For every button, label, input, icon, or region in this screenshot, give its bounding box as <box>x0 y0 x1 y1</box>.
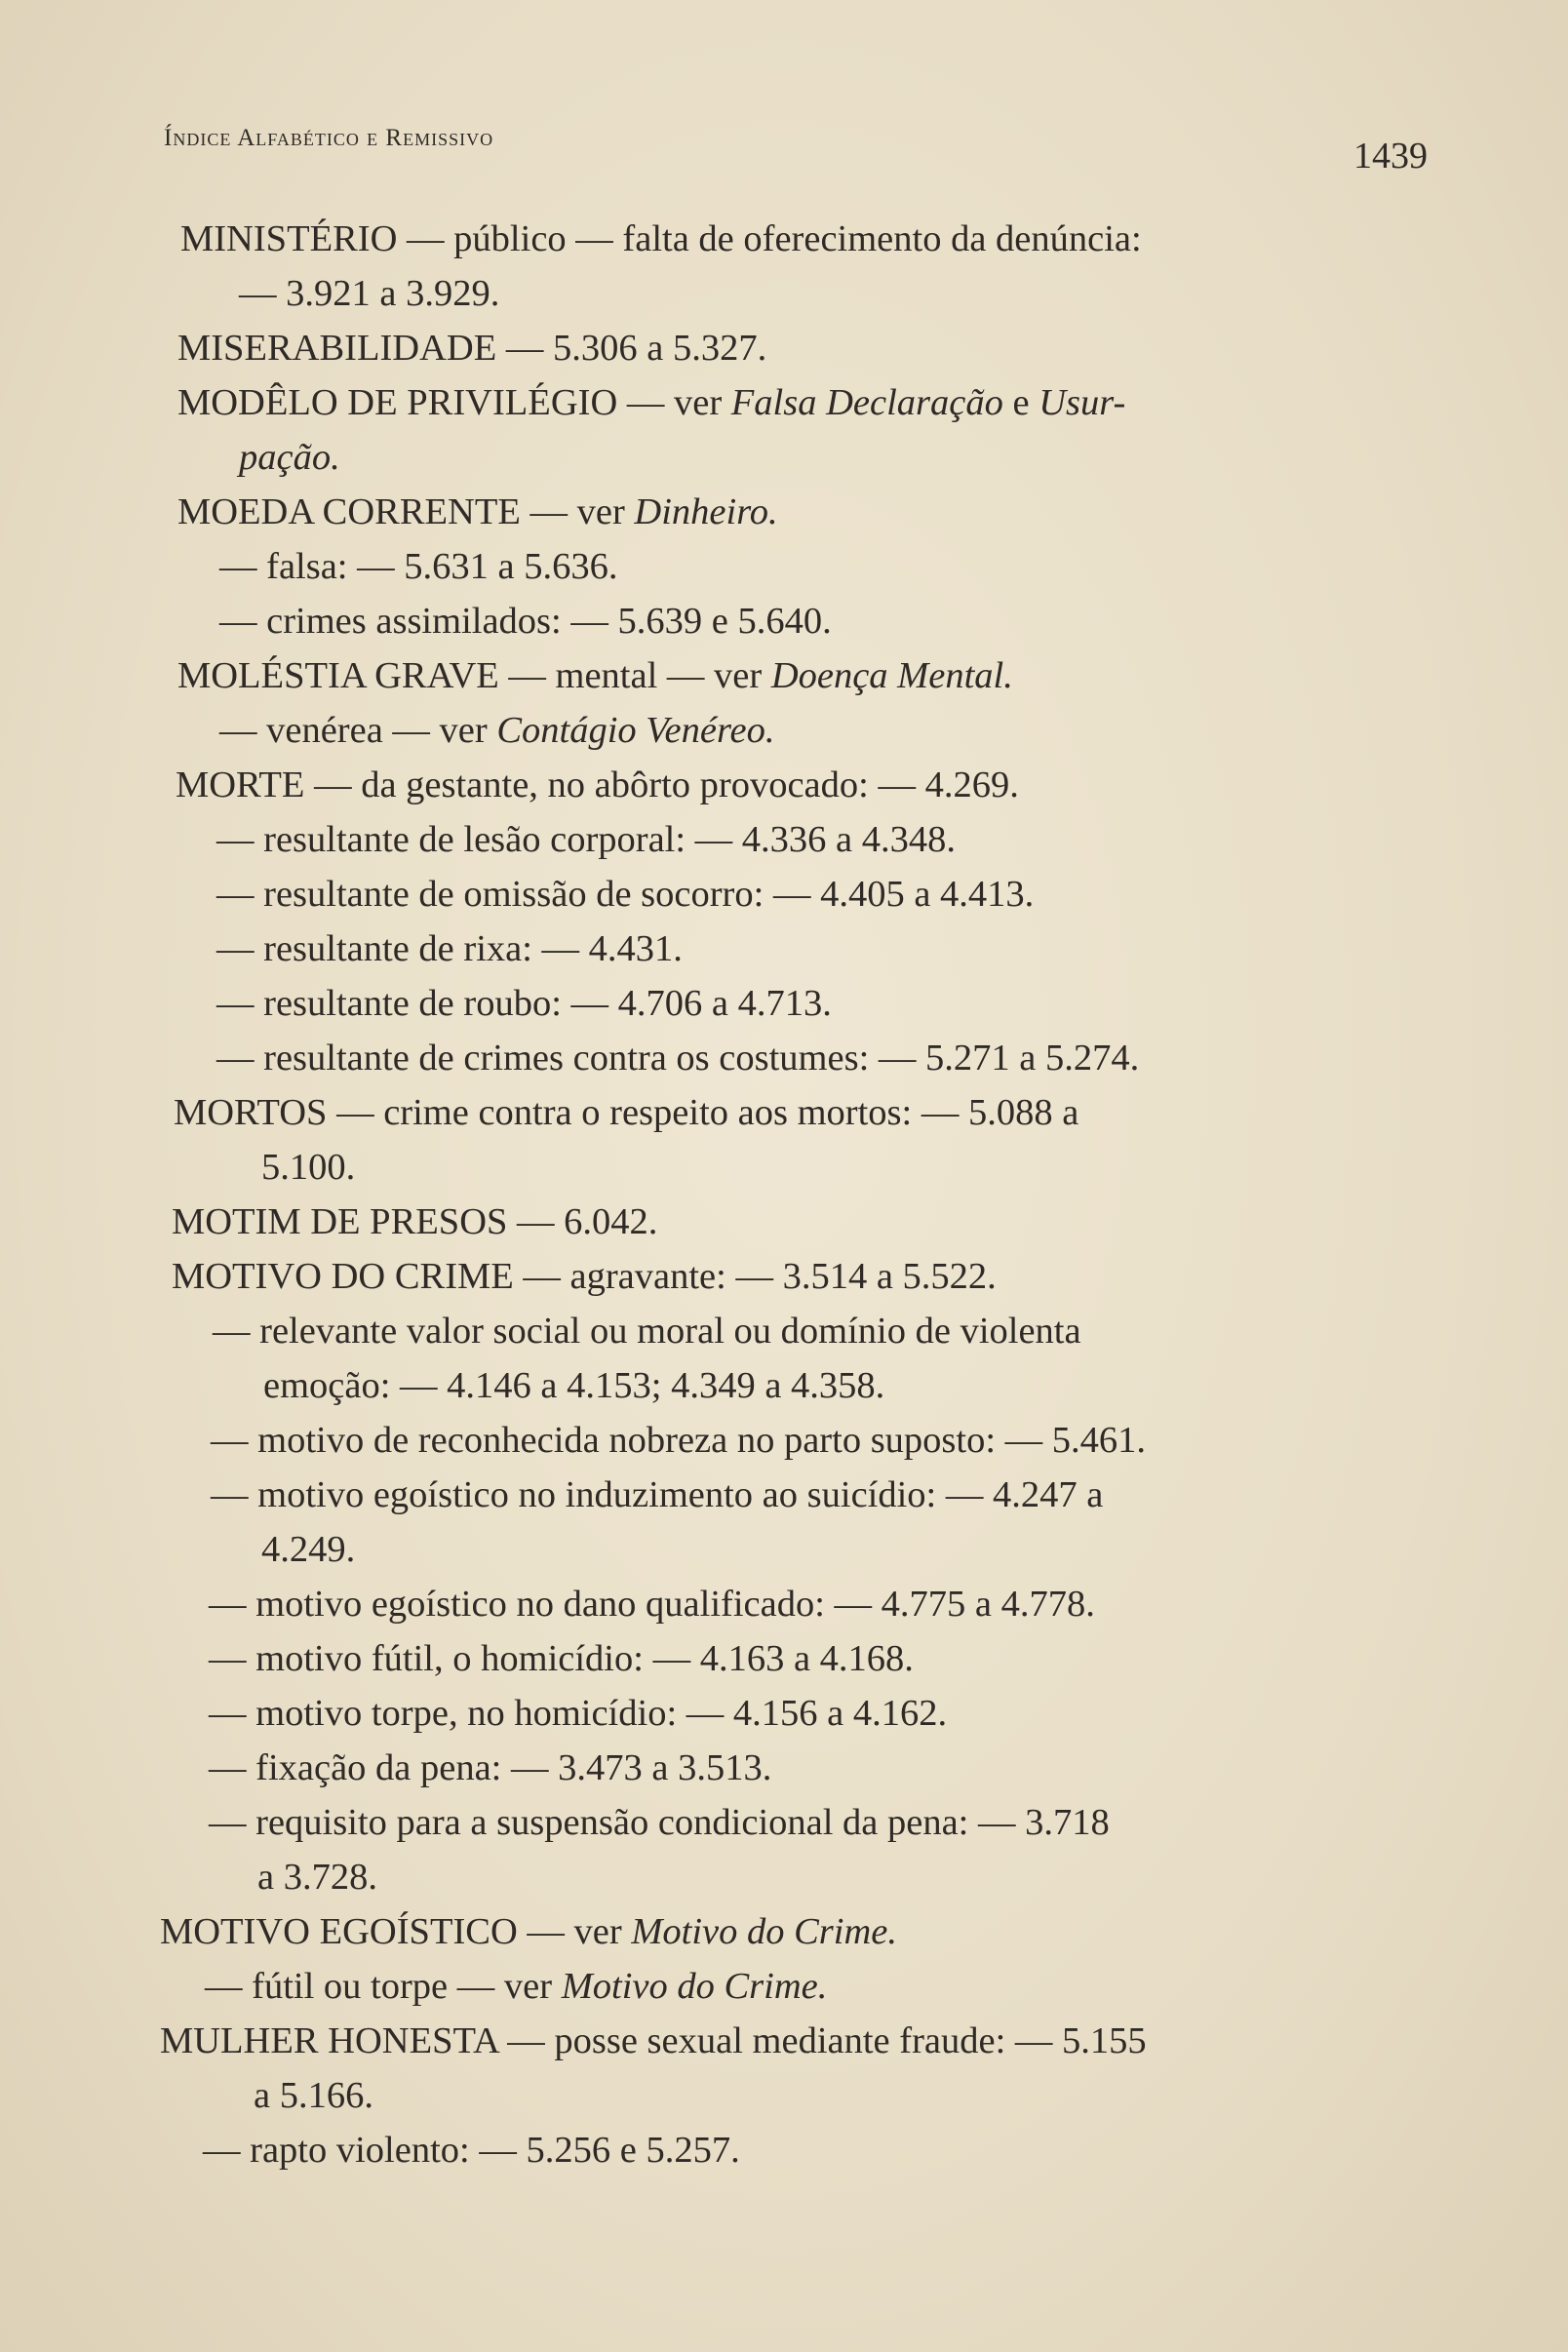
index-line: MOEDA CORRENTE — ver Dinheiro. <box>177 491 778 532</box>
index-line: MODÊLO DE PRIVILÉGIO — ver Falsa Declaração e Usur- <box>177 382 1126 423</box>
index-line: — motivo egoístico no dano qualificado: — 4.775 a 4.778. <box>209 1584 1095 1625</box>
index-line: — motivo egoístico no induzimento ao suicídio: — 4.247 a <box>211 1474 1104 1515</box>
index-line: — resultante de omissão de socorro: — 4.405 a 4.413. <box>216 874 1035 915</box>
index-line: — resultante de rixa: — 4.431. <box>216 928 683 969</box>
index-line: — fixação da pena: — 3.473 a 3.513. <box>209 1747 772 1788</box>
index-line: a 3.728. <box>257 1857 377 1898</box>
index-line: — relevante valor social ou moral ou domínio de violenta <box>213 1311 1081 1352</box>
index-line: MOTIVO EGOÍSTICO — ver Motivo do Crime. <box>160 1911 898 1952</box>
index-line: — motivo torpe, no homicídio: — 4.156 a 4.162. <box>209 1693 948 1734</box>
index-line: 5.100. <box>261 1147 356 1188</box>
index-line: MOLÉSTIA GRAVE — mental — ver Doença Mental. <box>177 655 1013 696</box>
index-line: — motivo de reconhecida nobreza no parto suposto: — 5.461. <box>211 1420 1147 1461</box>
index-line: — 3.921 a 3.929. <box>239 273 500 314</box>
index-line: — resultante de lesão corporal: — 4.336 a 4.348. <box>216 819 957 860</box>
index-line: — motivo fútil, o homicídio: — 4.163 a 4.168. <box>209 1638 914 1679</box>
index-line: MULHER HONESTA — posse sexual mediante fraude: — 5.155 <box>160 2020 1147 2061</box>
index-line: a 5.166. <box>254 2075 373 2116</box>
index-line: — crimes assimilados: — 5.639 e 5.640. <box>219 601 832 642</box>
index-line: pação. <box>239 437 340 478</box>
index-line: MOTIVO DO CRIME — agravante: — 3.514 a 5.522. <box>172 1256 997 1297</box>
index-line: MISERABILIDADE — 5.306 a 5.327. <box>177 328 767 369</box>
index-line: — fútil ou torpe — ver Motivo do Crime. <box>205 1966 828 2007</box>
running-header: Índice Alfabético e Remissivo <box>164 125 494 151</box>
index-line: — venérea — ver Contágio Venéreo. <box>219 710 775 751</box>
index-line: — resultante de roubo: — 4.706 a 4.713. <box>216 983 832 1024</box>
index-line: 4.249. <box>261 1529 356 1570</box>
index-line: emoção: — 4.146 a 4.153; 4.349 a 4.358. <box>263 1365 885 1406</box>
index-line: — resultante de crimes contra os costumes: — 5.271 a 5.274. <box>216 1038 1140 1078</box>
index-line: — requisito para a suspensão condicional da pena: — 3.718 <box>209 1802 1110 1843</box>
index-line: MORTOS — crime contra o respeito aos mortos: — 5.088 a <box>174 1092 1079 1133</box>
index-line: MINISTÉRIO — público — falta de oferecimento da denúncia: <box>180 218 1142 259</box>
index-line: MORTE — da gestante, no abôrto provocado: — 4.269. <box>176 764 1019 805</box>
index-line: MOTIM DE PRESOS — 6.042. <box>172 1201 658 1242</box>
index-line: — falsa: — 5.631 a 5.636. <box>219 546 618 587</box>
page-number: 1439 <box>1353 136 1428 176</box>
index-line: — rapto violento: — 5.256 e 5.257. <box>203 2130 740 2171</box>
